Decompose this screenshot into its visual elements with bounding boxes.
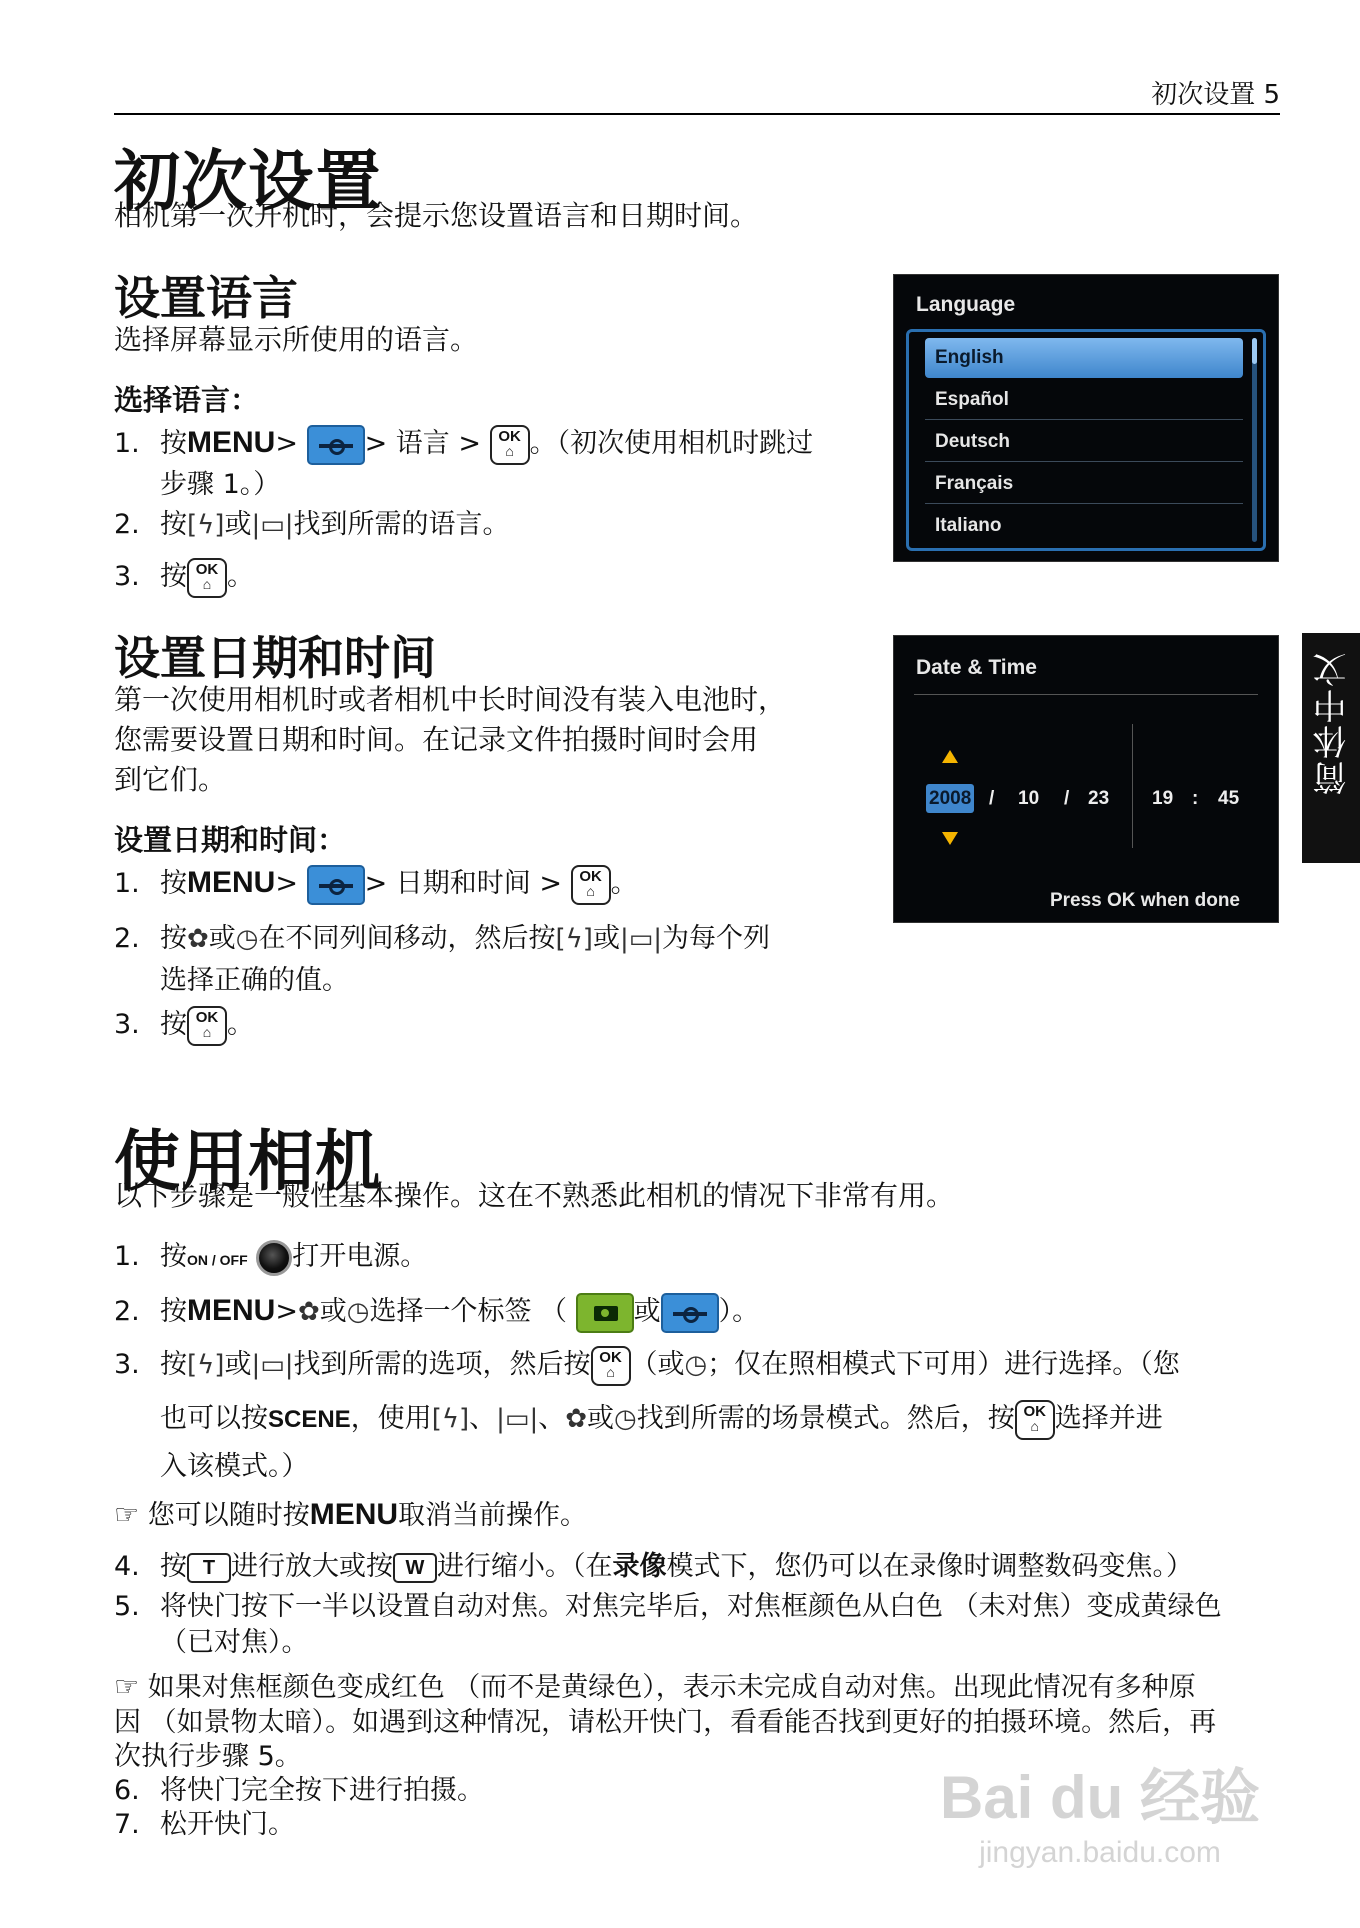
section-title-date-time: 设置日期和时间 <box>114 631 436 685</box>
ok-button-icon: OK ⌂ <box>591 1346 631 1386</box>
use-step-1: 1. 按ON / OFF 打开电源。 <box>114 1236 427 1281</box>
language-option-espanol[interactable]: Español <box>925 380 1243 420</box>
zoom-wide-button-icon: W <box>393 1553 437 1583</box>
language-step-3: 3. 按 OK ⌂ 。 <box>114 556 254 598</box>
pointing-hand-icon: ☞ <box>114 1498 140 1531</box>
ok-button-icon: OK ⌂ <box>187 1006 227 1046</box>
header-divider <box>114 113 1280 115</box>
watermark-logo: Bai du 经验 <box>939 1764 1260 1831</box>
date-time-divider <box>1132 724 1133 848</box>
use-step-7: 7. 松开快门。 <box>114 1809 295 1840</box>
self-timer-icon: ◷ <box>614 1404 637 1434</box>
language-scrollbar[interactable] <box>1252 338 1257 542</box>
date-step-2-cont: 选择正确的值。 <box>160 965 349 996</box>
date-time-screenshot <box>893 635 1279 923</box>
flash-button-icon: [ϟ] <box>187 510 225 540</box>
date-subheading: 设置日期和时间： <box>114 823 347 857</box>
setup-tab-icon <box>307 865 365 905</box>
date-month-field[interactable]: 10 <box>1018 788 1040 809</box>
date-step-1: 1. 按MENU> > 日期和时间 > OK ⌂ 。 <box>114 862 638 905</box>
date-separator: / <box>1064 788 1070 809</box>
display-button-icon: |▭| <box>251 1350 294 1380</box>
use-step-4: 4. 按 T 进行放大或按 W 进行缩小。（在录像模式下，您仍可以在录像时调整数码变焦。） <box>114 1551 1193 1582</box>
note-2-line-1: ☞ 如果对焦框颜色变成红色 （而不是黄绿色），表示未完成自动对焦。出现此情况有多种原 <box>114 1670 1196 1703</box>
language-menu-screenshot <box>893 274 1279 562</box>
date-intro-line-1: 第一次使用相机时或者相机中长时间没有装入电池时， <box>114 683 787 716</box>
language-step-1-cont: 步骤 1。） <box>160 469 281 500</box>
section-title-language: 设置语言 <box>114 271 298 325</box>
date-separator: / <box>989 788 995 809</box>
initial-setup-intro: 相机第一次开机时，会提示您设置语言和日期时间。 <box>114 199 759 232</box>
language-option-english[interactable]: English <box>925 338 1243 378</box>
language-option-francais[interactable]: Français <box>925 464 1243 504</box>
language-scrollbar-thumb[interactable] <box>1252 338 1257 364</box>
date-intro-line-2: 您需要设置日期和时间。在记录文件拍摄时间时会用 <box>114 723 759 756</box>
on-off-label: ON / OFF <box>187 1252 248 1268</box>
display-button-icon: |▭| <box>619 924 663 954</box>
language-step-2: 2. 按[ϟ]或|▭|找到所需的语言。 <box>114 509 510 540</box>
use-step-2: 2. 按MENU>✿或◷选择一个标签 （ 或 ）。 <box>114 1290 759 1333</box>
language-list <box>906 329 1266 551</box>
display-button-icon: |▭| <box>496 1404 539 1434</box>
setup-tab-icon <box>661 1293 719 1333</box>
using-camera-intro: 以下步骤是一般性基本操作。这在不熟悉此相机的情况下非常有用。 <box>114 1179 955 1212</box>
baidu-watermark <box>940 1750 1260 1870</box>
date-screen-divider <box>914 694 1258 695</box>
menu-button-label: MENU <box>187 426 276 459</box>
step-number: 1. <box>114 428 140 459</box>
macro-button-icon: ✿ <box>187 924 209 954</box>
ok-button-icon: OK ⌂ <box>1015 1400 1055 1440</box>
time-hour-field[interactable]: 19 <box>1152 788 1174 809</box>
self-timer-icon: ◷ <box>346 1297 370 1327</box>
language-side-tab: 简体中文 <box>1302 633 1360 863</box>
menu-button-label: MENU <box>309 1498 399 1531</box>
flash-button-icon: [ϟ] <box>187 1350 225 1380</box>
language-option-deutsch[interactable]: Deutsch <box>925 422 1243 462</box>
language-screen-title: Language <box>916 293 1016 316</box>
watermark-url: jingyan.baidu.com <box>979 1836 1221 1869</box>
date-intro-line-3: 到它们。 <box>114 763 227 796</box>
language-option-italiano[interactable]: Italiano <box>935 515 1002 536</box>
ok-button-icon: OK ⌂ <box>571 865 611 905</box>
menu-button-label: MENU <box>187 866 276 899</box>
language-intro: 选择屏幕显示所使用的语言。 <box>114 323 479 356</box>
language-step-1: 1. 按MENU> > 语言 > OK ⌂ 。（初次使用相机时跳过 <box>114 422 854 465</box>
use-step-5-cont: （已对焦）。 <box>160 1627 309 1658</box>
down-arrow-icon[interactable] <box>942 832 958 845</box>
zoom-tele-button-icon: T <box>187 1553 231 1583</box>
section-title-initial-setup: 初次设置 <box>114 143 382 220</box>
language-subheading: 选择语言： <box>114 383 260 417</box>
date-screen-footer: Press OK when done <box>1049 890 1240 911</box>
date-screen-title: Date & Time <box>916 656 1037 679</box>
use-step-5: 5. 将快门按下一半以设置自动对焦。对焦完毕后，对焦框颜色从白色 （未对焦）变成黄绿色 <box>114 1591 1222 1622</box>
up-arrow-icon[interactable] <box>942 750 958 763</box>
date-step-3: 3. 按 OK ⌂ 。 <box>114 1004 254 1046</box>
use-step-3-cont-2: 入该模式。） <box>160 1451 309 1482</box>
time-minute-field[interactable]: 45 <box>1218 788 1240 809</box>
menu-button-label: MENU <box>187 1294 276 1327</box>
note-2-line-2: 因 （如景物太暗）。如遇到这种情况，请松开快门，看看能否找到更好的拍摄环境。然后，再 <box>114 1707 1217 1738</box>
note-1: ☞ 您可以随时按MENU取消当前操作。 <box>114 1498 588 1531</box>
page-header: 初次设置 5 <box>1151 80 1280 110</box>
power-button-icon <box>256 1240 292 1276</box>
scene-button-label: SCENE <box>268 1406 351 1433</box>
flash-button-icon: [ϟ] <box>555 924 593 954</box>
use-step-3: 3. 按[ϟ]或|▭|找到所需的选项，然后按 OK ⌂ （或◷；仅在照相模式下可用）进行选择。（您 <box>114 1344 1284 1386</box>
self-timer-icon: ◷ <box>684 1350 708 1380</box>
use-step-6: 6. 将快门完全按下进行拍摄。 <box>114 1775 484 1806</box>
flash-button-icon: [ϟ] <box>431 1404 470 1434</box>
camera-tab-icon <box>576 1293 634 1333</box>
ok-button-icon: OK ⌂ <box>490 425 530 465</box>
macro-button-icon: ✿ <box>297 1297 320 1327</box>
setup-tab-icon <box>307 425 365 465</box>
use-step-3-cont: 也可以按SCENE，使用[ϟ]、|▭|、✿或◷找到所需的场景模式。然后，按 OK ⌂ 选择并进 <box>114 1398 1330 1441</box>
display-button-icon: |▭| <box>251 510 294 540</box>
ok-button-icon: OK ⌂ <box>187 558 227 598</box>
date-year-field[interactable]: 2008 <box>926 788 974 810</box>
macro-button-icon: ✿ <box>565 1404 588 1434</box>
time-separator: : <box>1192 788 1199 809</box>
date-step-2: 2. 按✿或◷在不同列间移动，然后按[ϟ]或|▭|为每个列 <box>114 923 771 954</box>
date-day-field[interactable]: 23 <box>1088 788 1110 809</box>
note-2-line-3: 次执行步骤 5。 <box>114 1741 302 1772</box>
pointing-hand-icon: ☞ <box>114 1670 140 1703</box>
self-timer-icon: ◷ <box>235 924 259 954</box>
section-title-using-camera: 使用相机 <box>114 1123 382 1200</box>
